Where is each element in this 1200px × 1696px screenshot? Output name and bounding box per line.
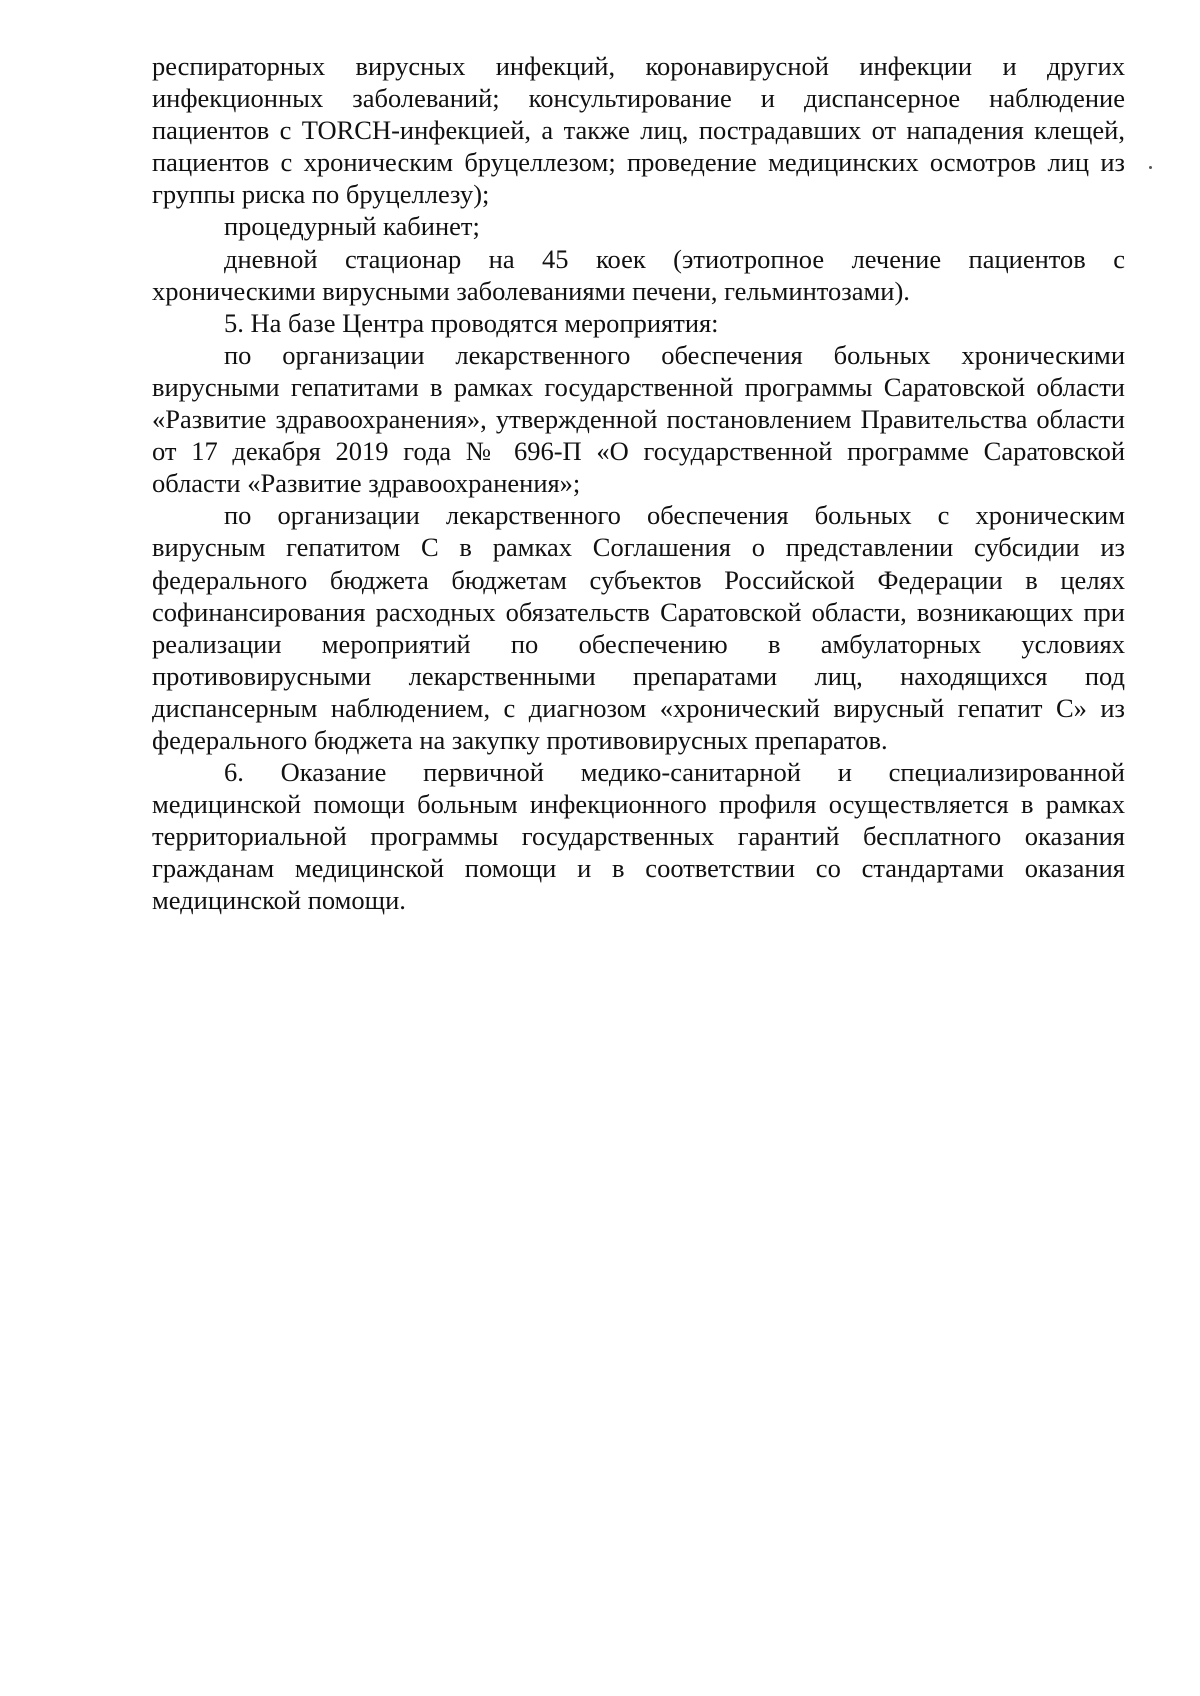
paragraph-item-5-b: по организации лекарственного обеспечения больных с хроническим вирусным гепатитом С в рамках Соглашения о представлении субсидии из федерального бюджета бюджетам субъектов Российской Федерации в целях софинансирования расходных обязательств Саратовской области, возникающих при реализации мероприятий по обеспечению в амбулаторных условиях противовирусными лекарственными препаратами лиц, находящихся под диспансерным наблюдением, с диагнозом «хронический вирусный гепатит С» из федерального бюджета на закупку противовирусных препаратов. bbox=[152, 500, 1125, 755]
scan-speck bbox=[1149, 166, 1152, 169]
paragraph-continuation: респираторных вирусных инфекций, коронавирусной инфекции и других инфекционных заболеваний; консультирование и диспансерное наблюдение пациентов с TORCH-инфекцией, а также лиц, пострадавших от нападения клещей, пациентов с хроническим бруцеллезом; проведение медицинских осмотров лиц из группы риска по бруцеллезу); bbox=[152, 51, 1125, 210]
paragraph-item-6: 6. Оказание первичной медико-санитарной и специализированной медицинской помощи больным инфекционного профиля осуществляется в рамках территориальной программы государственных гарантий бесплатного оказания гражданам медицинской помощи и в соответствии со стандартами оказания медицинской помощи. bbox=[152, 757, 1125, 916]
paragraph-item-5-a: по организации лекарственного обеспечения больных хроническими вирусными гепатитами в рамках государственной программы Саратовской области «Развитие здравоохранения», утвержденной постановлением Правительства области от 17 декабря 2019 года № 696-П «О государственной программе Саратовской области «Развитие здравоохранения»; bbox=[152, 339, 1125, 499]
paragraph-procedure-room: процедурный кабинет; bbox=[224, 211, 480, 242]
paragraph-day-hospital: дневной стационар на 45 коек (этиотропное лечение пациентов с хроническими вирусными заболеваниями печени, гельминтозами). bbox=[152, 243, 1125, 306]
paragraph-item-5: 5. На базе Центра проводятся мероприятия: bbox=[224, 307, 719, 338]
document-body bbox=[152, 50, 1125, 917]
